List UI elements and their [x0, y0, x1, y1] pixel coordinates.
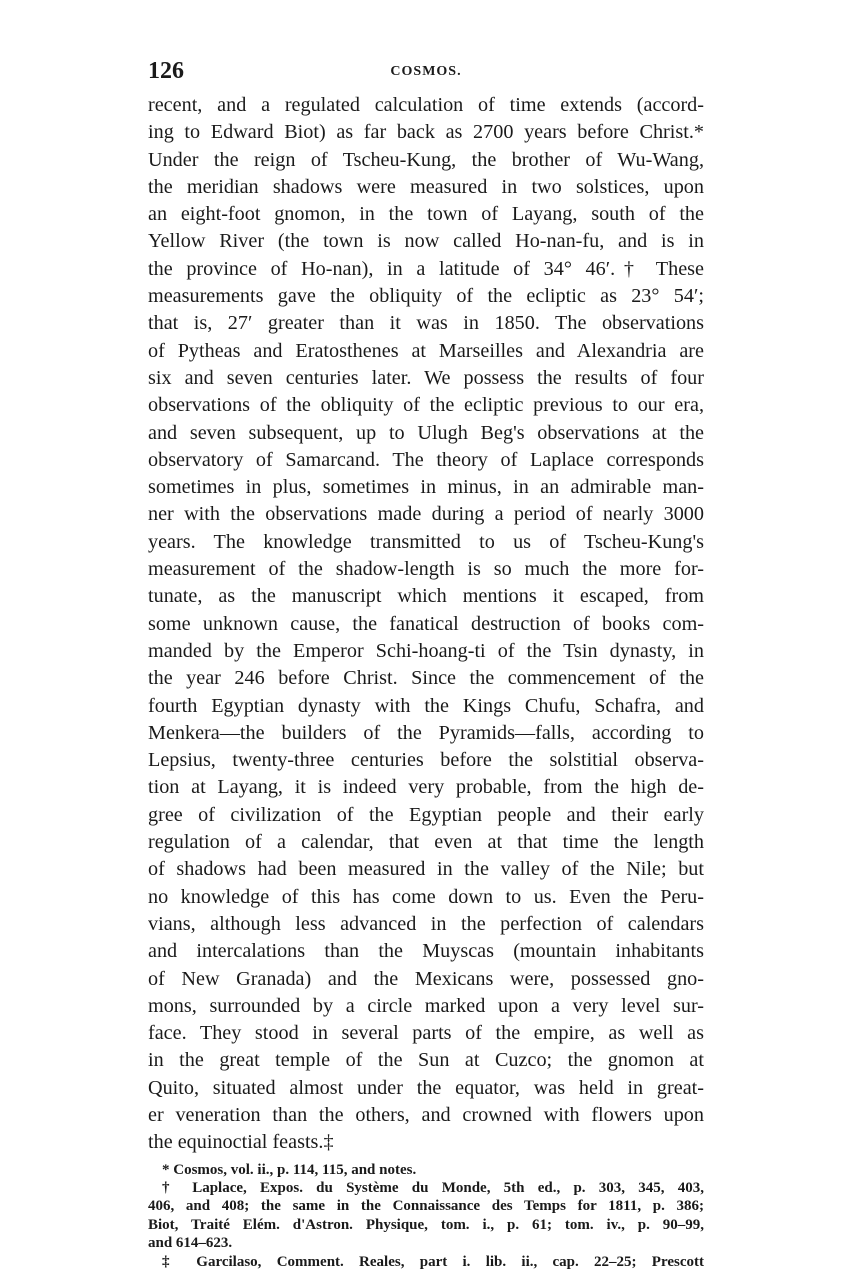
- text-line: observations of the obliquity of the ecliptic previous to our era,: [148, 394, 704, 417]
- text-line: of shadows had been measured in the valley of the Nile; but: [148, 858, 704, 881]
- text-line: Lepsius, twenty-three centuries before the solstitial observa-: [148, 749, 704, 772]
- text-line: Under the reign of Tscheu-Kung, the brother of Wu-Wang,: [148, 148, 704, 171]
- running-title: COSMOS.: [390, 64, 462, 79]
- text-line: fourth Egyptian dynasty with the Kings Chufu, Schafra, and: [148, 694, 704, 717]
- text-line: some unknown cause, the fanatical destruction of books com-: [148, 612, 704, 635]
- text-line: tion at Layang, it is indeed very probable, from the high de-: [148, 776, 704, 799]
- text-line: six and seven centuries later. We possess the results of four: [148, 366, 704, 389]
- text-line: years. The knowledge transmitted to us of Tscheu-Kung's: [148, 530, 704, 553]
- text-line: of New Granada) and the Mexicans were, possessed gno-: [148, 967, 704, 990]
- text-line: Yellow River (the town is now called Ho-nan-fu, and is in: [148, 230, 704, 253]
- text-line: that is, 27′ greater than it was in 1850. The observations: [148, 312, 704, 335]
- body-paragraph: [148, 92, 704, 1157]
- text-line: an eight-foot gnomon, in the town of Layang, south of the: [148, 203, 704, 226]
- text-line: observatory of Samarcand. The theory of Laplace corresponds: [148, 448, 704, 471]
- text-line: ing to Edward Biot) as far back as 2700 years before Christ.*: [148, 121, 704, 144]
- text-line: tunate, as the manuscript which mentions it escaped, from: [148, 585, 704, 608]
- text-line: the meridian shadows were measured in two solstices, upon: [148, 175, 704, 198]
- text-line: the equinoctial feasts.‡: [148, 1131, 334, 1154]
- text-line: of Pytheas and Eratosthenes at Marseilles and Alexandria are: [148, 339, 704, 362]
- text-line: and intercalations than the Muyscas (mountain inhabitants: [148, 940, 704, 963]
- text-line: no knowledge of this has come down to us. Even the Peru-: [148, 885, 704, 908]
- text-line: measurement of the shadow-length is so much the more for-: [148, 558, 704, 581]
- book-page: [148, 56, 704, 1271]
- text-line: measurements gave the obliquity of the ecliptic as 23° 54′;: [148, 285, 704, 308]
- footnote-2-line: † Laplace, Expos. du Système du Monde, 5th ed., p. 303, 345, 403,: [162, 1179, 704, 1196]
- footnote-2-line: 406, and 408; the same in the Connaissance des Temps for 1811, p. 386;: [148, 1198, 704, 1215]
- text-line: vians, although less advanced in the perfection of calendars: [148, 912, 704, 935]
- text-line: sometimes in plus, sometimes in minus, in an admirable man-: [148, 476, 704, 499]
- text-line: mons, surrounded by a circle marked upon a very level sur-: [148, 994, 704, 1017]
- text-line: gree of civilization of the Egyptian people and their early: [148, 803, 704, 826]
- footnotes: [148, 1161, 704, 1271]
- text-line: face. They stood in several parts of the empire, as well as: [148, 1022, 704, 1045]
- text-line: Quito, situated almost under the equator, was held in great-: [148, 1076, 704, 1099]
- text-line: regulation of a calendar, that even at that time the length: [148, 831, 704, 854]
- text-line: the province of Ho-nan), in a latitude of 34° 46′.† These: [148, 257, 704, 280]
- running-head: [148, 56, 704, 86]
- footnote-1: * Cosmos, vol. ii., p. 114, 115, and notes.: [162, 1161, 417, 1178]
- text-line: in the great temple of the Sun at Cuzco; the gnomon at: [148, 1049, 704, 1072]
- footnote-2-line: and 614–623.: [148, 1235, 233, 1252]
- text-line: er veneration than the others, and crowned with flowers upon: [148, 1103, 704, 1126]
- text-line: ner with the observations made during a period of nearly 3000: [148, 503, 704, 526]
- text-line: recent, and a regulated calculation of time extends (accord-: [148, 94, 704, 116]
- page-number: 126: [148, 58, 184, 84]
- text-line: manded by the Emperor Schi-hoang-ti of the Tsin dynasty, in: [148, 639, 704, 662]
- footnote-3: ‡ Garcilaso, Comment. Reales, part i. lib. ii., cap. 22–25; Prescott: [162, 1253, 704, 1270]
- text-line: the year 246 before Christ. Since the commencement of the: [148, 667, 704, 690]
- text-line: Menkera—the builders of the Pyramids—falls, according to: [148, 721, 704, 744]
- text-line: and seven subsequent, up to Ulugh Beg's observations at the: [148, 421, 704, 444]
- footnote-2-line: Biot, Traité Elém. d'Astron. Physique, tom. i., p. 61; tom. iv., p. 90–99,: [148, 1216, 704, 1233]
